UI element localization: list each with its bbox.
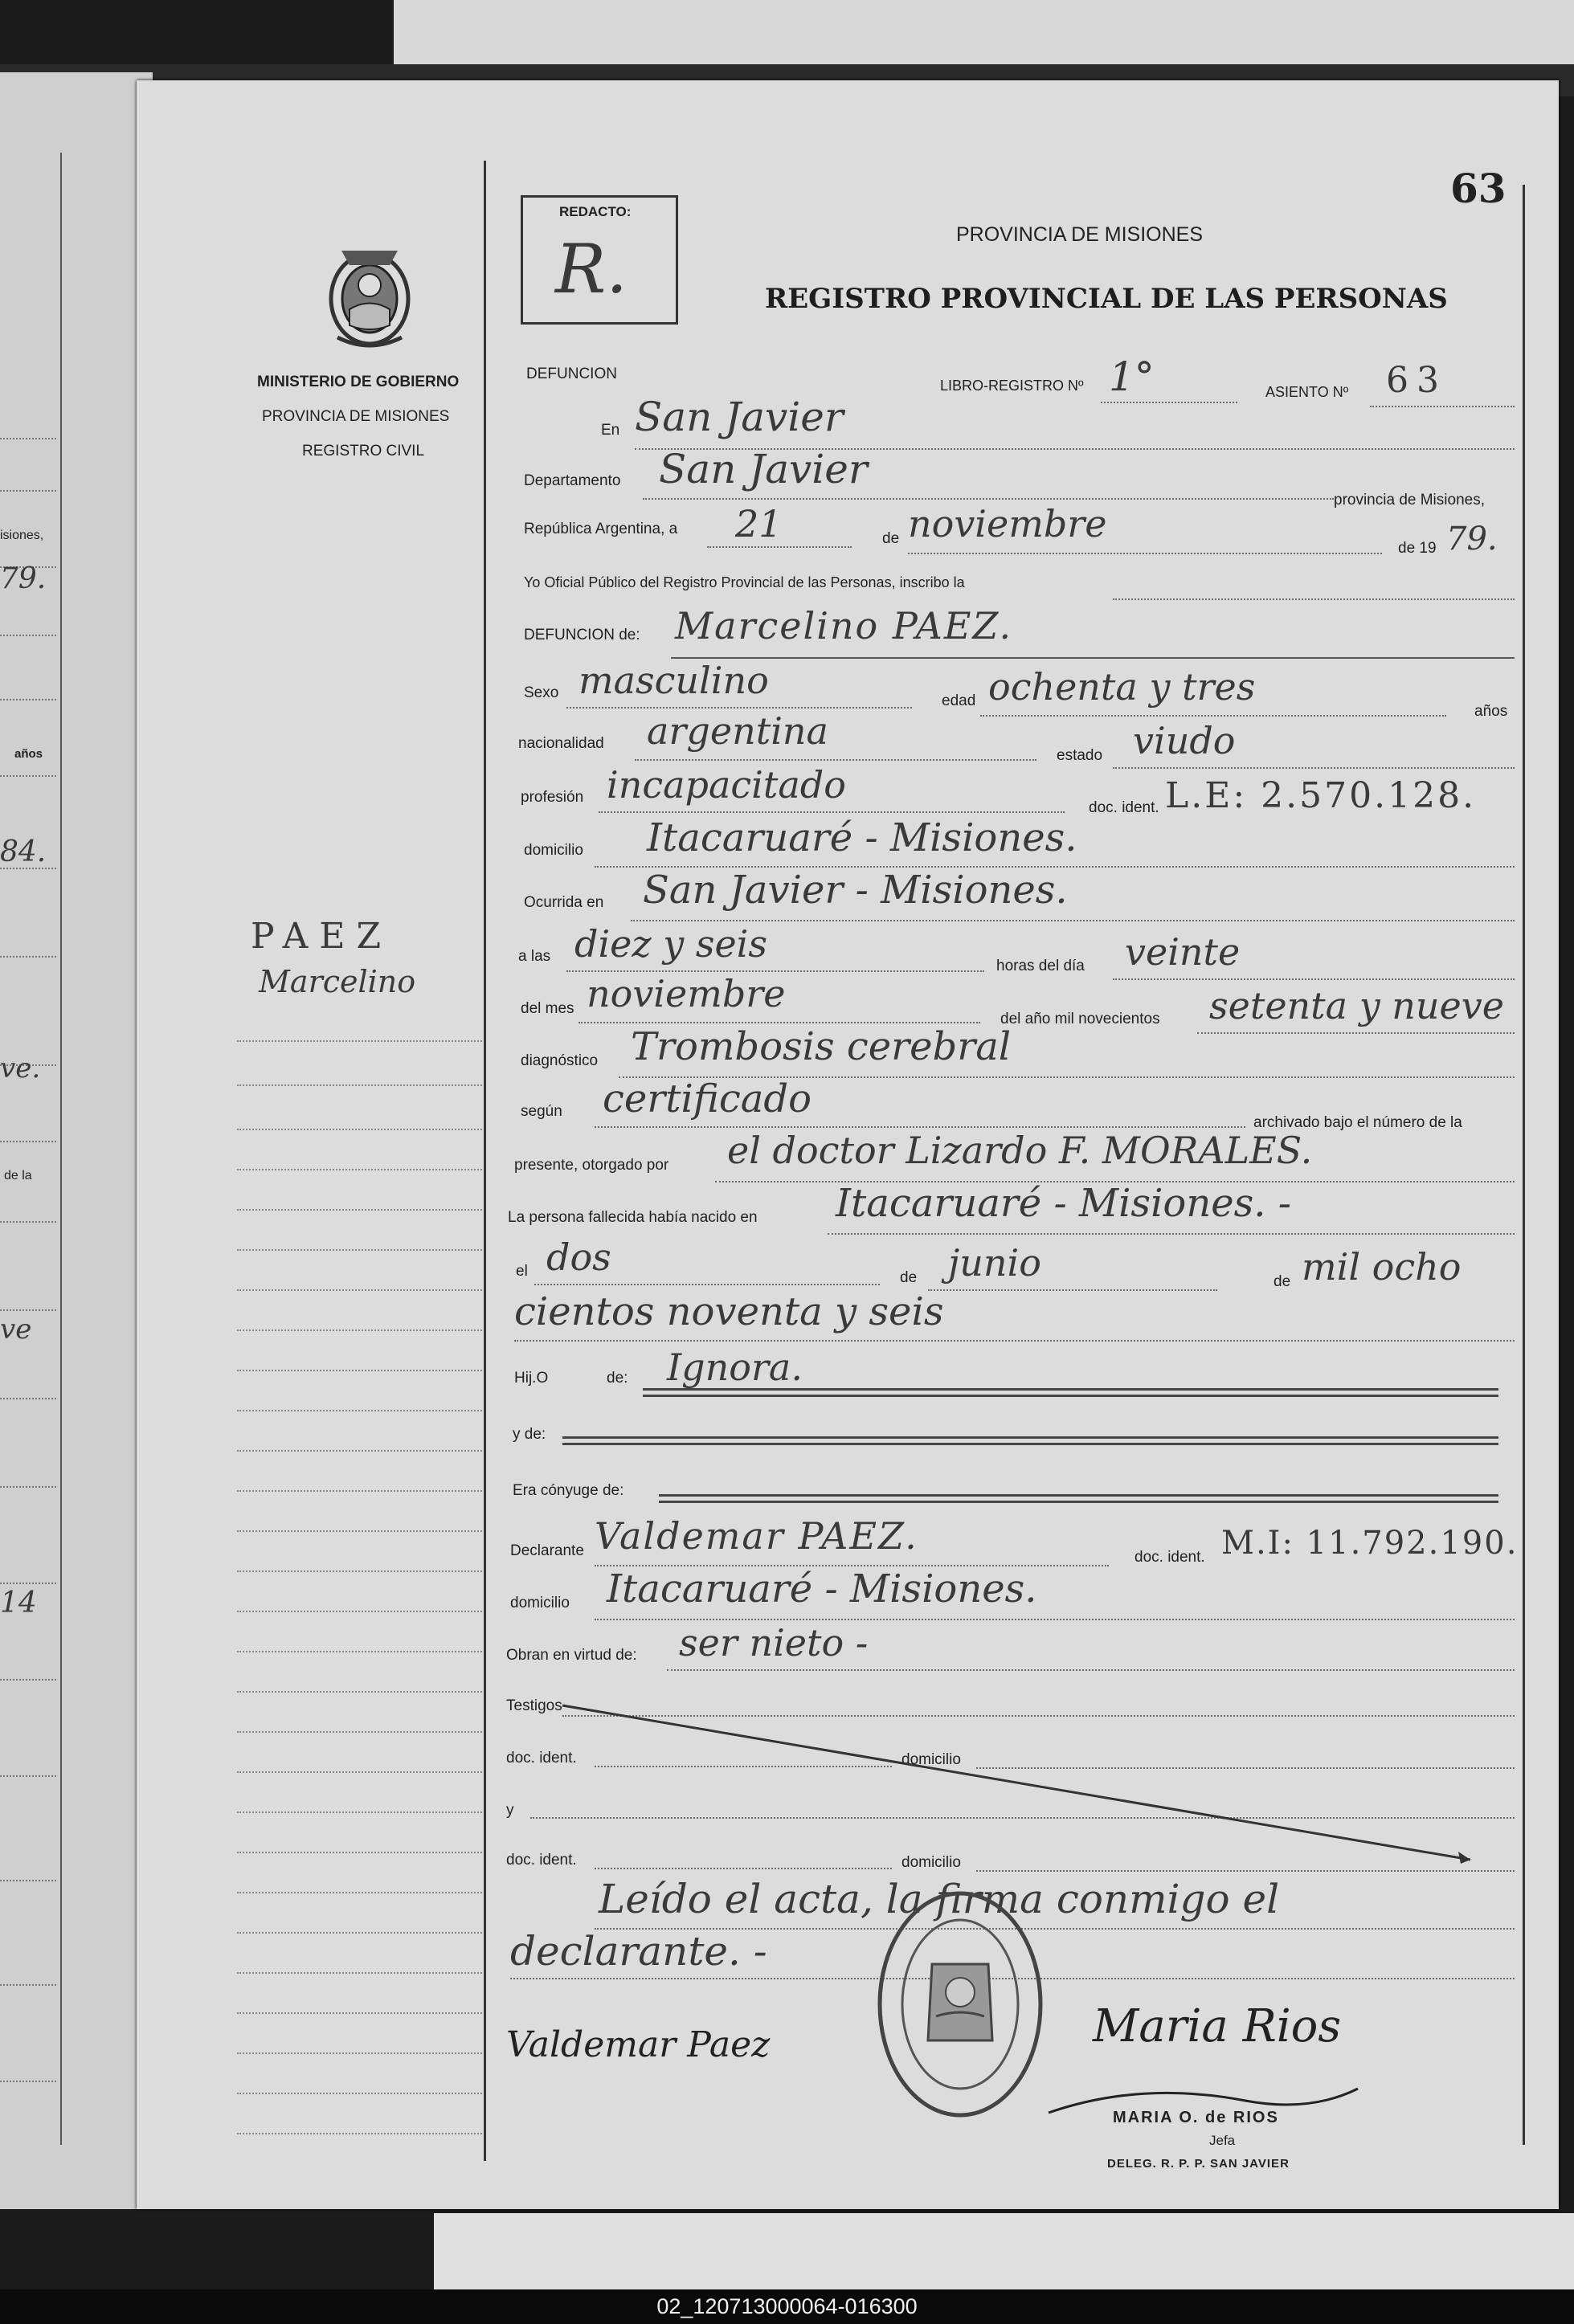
testigos-label: Testigos [506,1697,562,1714]
horas-label: horas del día [996,958,1085,974]
declarante-value: Valdemar PAEZ. [595,1514,918,1558]
prev-fragment: 79. [0,562,47,595]
asiento-line [1370,406,1515,407]
delmes-value: noviembre [587,972,786,1015]
alas-label: a las [518,948,551,965]
asiento-label: ASIENTO Nº [1265,384,1349,400]
ocurrida-label: Ocurrida en [524,894,604,911]
year-value: 79. [1446,521,1498,558]
ministry-registry: REGISTRO CIVIL [302,443,425,459]
sexo-line [566,707,912,709]
de2-label: de [900,1269,918,1286]
prev-fragment: ve. [0,1052,41,1084]
oficial-text: Yo Oficial Público del Registro Provincial de las Personas, inscribo la [524,574,965,590]
hijo-label: Hij.O [514,1370,549,1387]
coat-of-arms-emblem [325,233,414,353]
t-dom2-label: domicilio [901,1854,961,1871]
book-top-edge [394,0,1574,68]
el-label: el [516,1263,528,1280]
yde-line [562,1436,1498,1445]
month-line [908,553,1382,554]
anos-label: años [1474,703,1508,720]
alas-value: diez y seis [574,922,767,966]
segun-label: según [521,1103,562,1120]
redacto-box [521,195,678,325]
delmes-line [578,1022,980,1023]
hijo-value: Ignora. [667,1346,803,1389]
prev-fragment: años [14,747,43,761]
province-heading: PROVINCIA DE MISIONES [956,223,1204,246]
official-seal-stamp [872,1888,1049,2121]
profesion-label: profesión [521,789,584,806]
nacido-line [828,1233,1515,1235]
decl-dom-label: domicilio [510,1595,570,1611]
ocurrida-line [631,920,1515,921]
archivado-label: archivado bajo el número de la [1253,1114,1462,1131]
edad-label: edad [942,692,976,709]
ministry-name: MINISTERIO DE GOBIERNO [257,374,460,390]
month-de-label: de [882,530,900,547]
left-column-rule [484,161,486,2161]
cientos-value: cientos noventa y seis [514,1289,944,1334]
de2-line [928,1289,1217,1291]
prev-fragment: de la [4,1169,32,1182]
closing-line-1-rule [595,1928,1515,1930]
domicilio-value: Itacaruaré - Misiones. [647,815,1077,860]
page-bottom-edge [434,2213,1574,2289]
defuncion-de-label: DEFUNCION de: [524,627,640,643]
yde-label: y de: [513,1426,546,1443]
en-value: San Javier [635,394,844,440]
domicilio-label: domicilio [524,842,583,859]
testigos-strikethrough [554,1699,1486,1872]
prev-fragment: isiones, [0,529,44,542]
day-line [707,546,852,548]
doc-ident-label: doc. ident. [1089,799,1159,816]
t-doc2-label: doc. ident. [506,1852,577,1869]
edad-value: ochenta y tres [988,665,1256,709]
obran-line [667,1669,1515,1671]
estado-label: estado [1057,747,1103,764]
nacionalidad-line [635,759,1036,761]
cientos-line [514,1340,1515,1342]
libro-label: LIBRO-REGISTRO Nº [940,378,1084,394]
redacto-label: REDACTO: [559,204,632,219]
act-type-label: DEFUNCION [526,366,617,382]
t-doc1-label: doc. ident. [506,1750,577,1766]
nacionalidad-value: argentina [647,709,828,753]
conyuge-label: Era cónyuge de: [513,1482,624,1499]
presente-label: presente, otorgado por [514,1157,669,1174]
page-number: 63 [1450,165,1507,212]
official-signature: Maria Rios [1093,2000,1342,2052]
ocurrida-value: San Javier - Misiones. [643,868,1068,913]
nacido-label: La persona fallecida había nacido en [508,1209,758,1226]
decl-doc-label: doc. ident. [1135,1549,1205,1566]
registry-heading: REGISTRO PROVINCIAL DE LAS PERSONAS [765,283,1448,315]
sexo-value: masculino [578,659,769,702]
decl-dom-line [595,1619,1515,1620]
el-line [534,1284,880,1285]
delano-value: setenta y nueve [1209,984,1504,1027]
t-dom1-label: domicilio [901,1751,961,1768]
obran-label: Obran en virtud de: [506,1647,637,1664]
departamento-value: San Javier [659,446,868,492]
month-value: noviembre [908,502,1107,545]
declarante-label: Declarante [510,1542,584,1559]
redacto-initial: R. [555,230,628,308]
edad-line [980,715,1446,717]
official-office: DELEG. R. P. P. SAN JAVIER [1107,2157,1290,2171]
diagnostico-label: diagnóstico [521,1052,599,1069]
year-prefix: de 19 [1398,540,1437,557]
t-y-label: y [506,1802,514,1819]
margin-surname: PAEZ [251,916,393,957]
diagnostico-value: Trombosis cerebral [631,1024,1012,1069]
previous-page [0,72,153,2209]
ministry-province: PROVINCIA DE MISIONES [262,408,450,425]
nacionalidad-label: nacionalidad [518,735,604,752]
libro-line [1101,402,1237,403]
estado-line [1113,767,1515,769]
segun-value: certificado [603,1076,812,1121]
delano-line [1197,1032,1515,1034]
el-value: dos [546,1236,611,1279]
horas-line [1113,978,1515,980]
prev-fragment: 14 [0,1587,37,1619]
profesion-line [599,811,1065,813]
segun-line [595,1126,1245,1128]
day-value: 21 [735,502,783,545]
hijo-line [643,1388,1498,1397]
decl-dom-value: Itacaruaré - Misiones. [607,1566,1037,1611]
declarant-signature: Valdemar Paez [506,2024,771,2065]
de3-value: mil ocho [1302,1245,1462,1289]
decl-doc-value: M.I: 11.792.190. [1221,1525,1519,1562]
official-name: MARIA O. de RIOS [1113,2109,1279,2126]
nacido-value: Itacaruaré - Misiones. - [836,1181,1291,1226]
delano-label: del año mil novecientos [1000,1011,1160,1027]
obran-value: ser nieto - [679,1621,869,1664]
deceased-line [671,657,1515,659]
sexo-label: Sexo [524,684,559,701]
hijo-de-label: de: [607,1370,628,1387]
official-title: Jefa [1209,2133,1236,2148]
conyuge-line [659,1494,1498,1503]
de3-label: de [1274,1273,1291,1290]
departamento-label: Departamento [524,472,621,489]
delmes-label: del mes [521,1000,574,1017]
oficial-line [1113,598,1515,600]
closing-line-2: declarante. - [510,1928,767,1975]
libro-value: 1° [1109,353,1155,400]
profesion-value: incapacitado [607,763,846,807]
prev-fragment: 84. [0,835,47,868]
departamento-line [643,498,1334,500]
footer-caption: 02_120713000064-016300 [656,2294,918,2318]
de2-value: junio [948,1241,1041,1285]
right-border-rule [1523,185,1525,2145]
presente-value: el doctor Lizardo F. MORALES. [727,1129,1313,1172]
en-label: En [601,422,620,439]
provincia-suffix: provincia de Misiones, [1334,492,1485,509]
estado-value: viudo [1133,719,1236,762]
closing-line-1: Leído el acta, la firma conmigo el [599,1876,1280,1922]
republica-label: República Argentina, a [524,521,678,537]
horas-value: veinte [1125,930,1241,974]
deceased-name: Marcelino PAEZ. [675,604,1013,647]
asiento-value: 63 [1386,360,1447,401]
prev-fragment: ve [0,1313,32,1346]
margin-given-name: Marcelino [259,964,416,999]
doc-ident-value: L.E: 2.570.128. [1165,775,1477,816]
